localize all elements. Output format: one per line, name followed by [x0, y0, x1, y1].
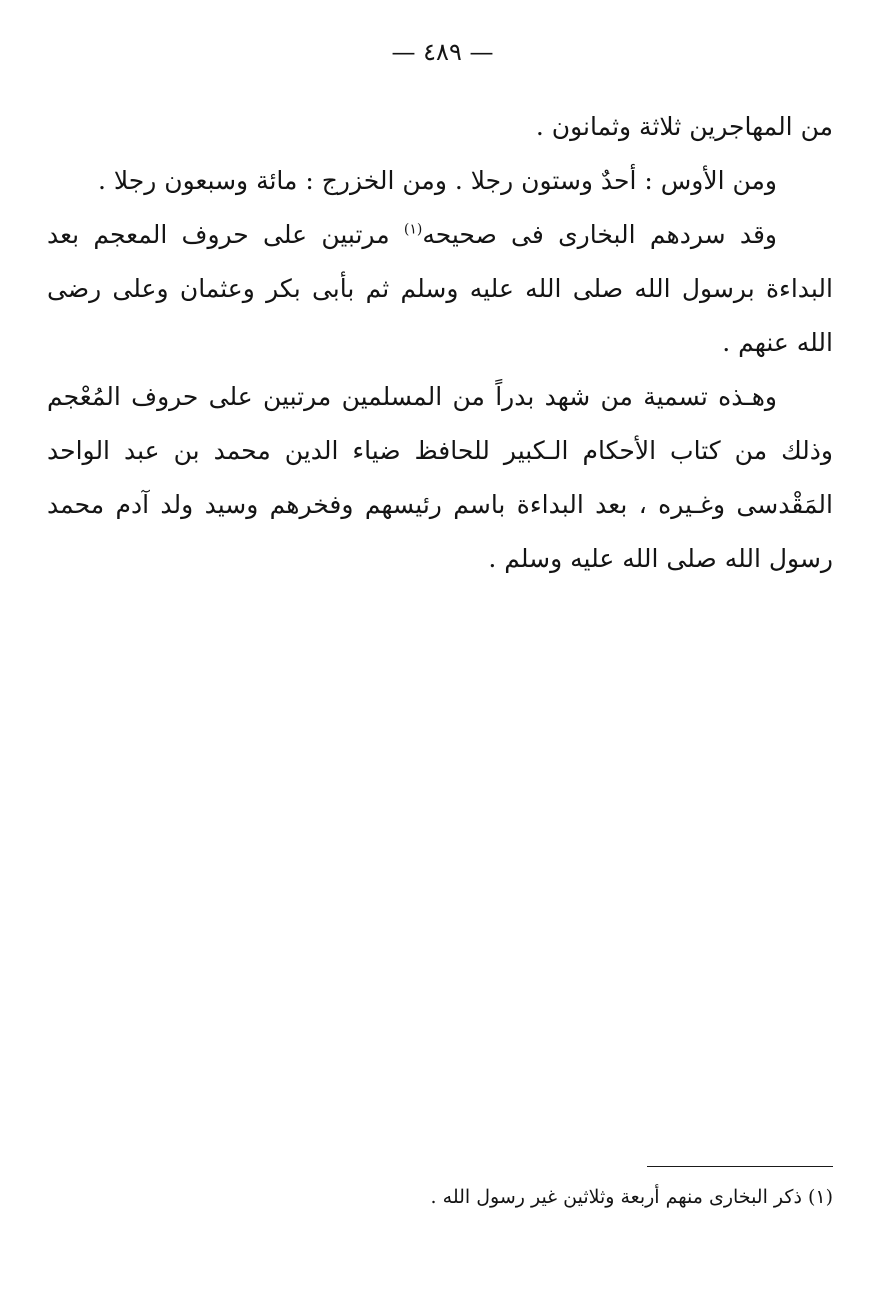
paragraph-badr-names: وهـذه تسمية من شهد بدراً من المسلمين مرتبين على حروف المُعْجم وذلك من كتاب الأحكام الـكبير للحافظ ضياء الدين محمد بن عبد الواحد المَقْدسى وغـيره ، بعد البداءة باسم رئيسهم وفخرهم وسيد ولد آدم محمد رسول الله صلى الله عليه وسلم .: [47, 382, 833, 573]
paragraph-bukhari: [47, 208, 833, 370]
paragraph-bukhari-end: مرتبين على حروف المعجم بعد البداءة برسول الله صلى الله عليه وسلم ثم بأبى بكر وعثمان وعلى رضى الله عنهم .: [47, 220, 833, 357]
page-number: — ٤٨٩ —: [391, 38, 494, 66]
paragraph-bukhari-start: وقد سردهم البخارى فى صحيحه: [422, 220, 777, 249]
footnote-divider: [647, 1166, 833, 1167]
paragraph-aws-khazraj: ومن الأوس : أحدٌ وستون رجلا . ومن الخزرج : مائة وسبعون رجلا .: [97, 166, 777, 195]
footnote-reference: (١): [403, 221, 423, 238]
main-text: [47, 100, 833, 586]
footnote: (١) ذكر البخارى منهم أربعة وثلاثين غير رسول الله .: [430, 1186, 833, 1208]
paragraph-muhajirin: من المهاجرين ثلاثة وثمانون .: [535, 112, 833, 141]
